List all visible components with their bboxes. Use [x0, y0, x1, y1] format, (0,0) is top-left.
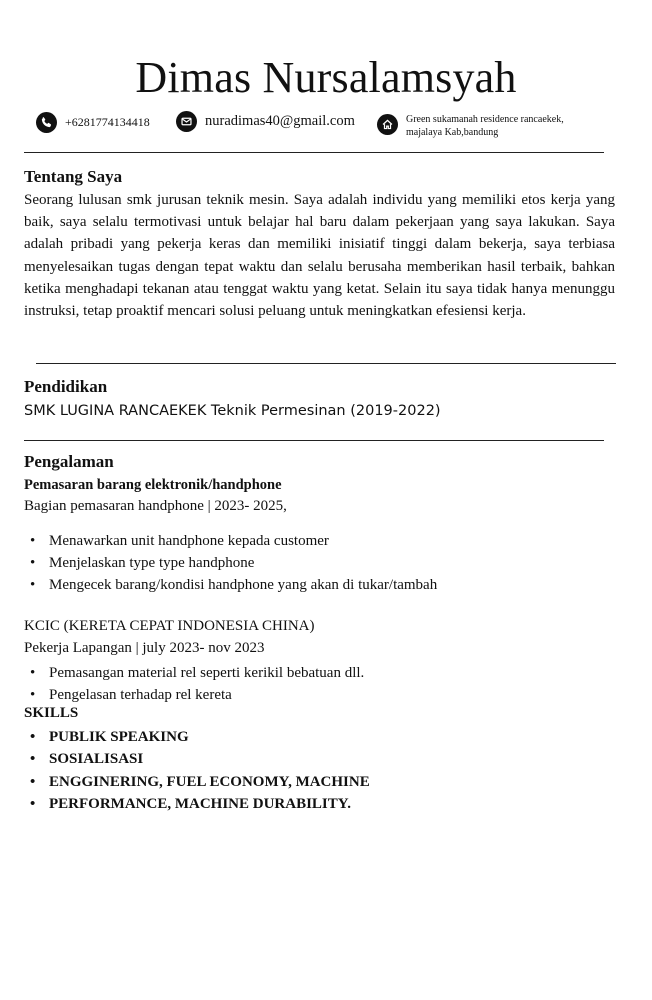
- job-company: Pemasaran barang elektronik/handphone: [24, 477, 282, 493]
- about-text: Seorang lulusan smk jurusan teknik mesin. Saya adalah individu yang memiliki etos kerja yang baik, saya selalu termotivasi untuk belajar hal baru dalam pekerjaan yang saya lakukan. Saya adalah pribadi yang pekerja keras dan memiliki inisiatif tinggi dalam bekerja, saya terbiasa menyelesaikan tugas dengan tepat waktu dan selalu berusaha memberikan hasil terbaik, bahkan ketika menghadapi tekanan atau tenggat waktu yang ketat. Selain itu saya tidak hanya menunggu instruksi, tetap proaktif mencari solusi peluang untuk meningkatkan efesiensi kerja.: [24, 192, 615, 320]
- address-line-2: majalaya Kab,bandung: [406, 127, 499, 138]
- list-item: • SOSIALISASI: [30, 748, 370, 770]
- list-item: • PUBLIK SPEAKING: [30, 726, 370, 748]
- list-item: • Mengecek barang/kondisi handphone yang akan di tukar/tambah: [30, 574, 437, 596]
- skills-title: SKILLS: [24, 705, 79, 721]
- phone-text: +6281774134418: [65, 115, 150, 129]
- education-title: Pendidikan: [24, 377, 108, 396]
- job-bullets: [30, 530, 437, 596]
- job-role: Pekerja Lapangan | july 2023- nov 2023: [24, 640, 265, 656]
- job-role: Bagian pemasaran handphone | 2023- 2025,: [24, 498, 287, 514]
- list-item: • Pemasangan material rel seperti kerikil bebatuan dll.: [30, 662, 364, 684]
- divider: [24, 152, 604, 153]
- skills-list: [30, 726, 370, 815]
- address-line-1: Green sukamanah residence rancaekek,: [406, 114, 564, 125]
- home-icon: [377, 114, 398, 135]
- email-text: nuradimas40@gmail.com: [205, 113, 355, 129]
- about-title: Tentang Saya: [24, 167, 123, 186]
- job-company: KCIC (KERETA CEPAT INDONESIA CHINA): [24, 618, 315, 634]
- resume-name: Dimas Nursalamsyah: [135, 53, 517, 102]
- contact-email: [176, 111, 355, 132]
- divider: [24, 440, 604, 441]
- contact-phone: [36, 112, 150, 133]
- phone-icon: [36, 112, 57, 133]
- list-item: • ENGGINERING, FUEL ECONOMY, MACHINE: [30, 771, 370, 793]
- list-item: • Menawarkan unit handphone kepada customer: [30, 530, 437, 552]
- list-item: • PERFORMANCE, MACHINE DURABILITY.: [30, 793, 370, 815]
- job-bullets: [30, 662, 364, 706]
- education-entry: SMK LUGINA RANCAEKEK Teknik Permesinan (2019-2022): [24, 403, 441, 419]
- list-item: • Pengelasan terhadap rel kereta: [30, 684, 364, 706]
- mail-icon: [176, 111, 197, 132]
- address-text: [406, 113, 564, 139]
- list-item: • Menjelaskan type type handphone: [30, 552, 437, 574]
- contact-address: [377, 113, 564, 139]
- experience-title: Pengalaman: [24, 452, 114, 471]
- divider: [36, 363, 616, 364]
